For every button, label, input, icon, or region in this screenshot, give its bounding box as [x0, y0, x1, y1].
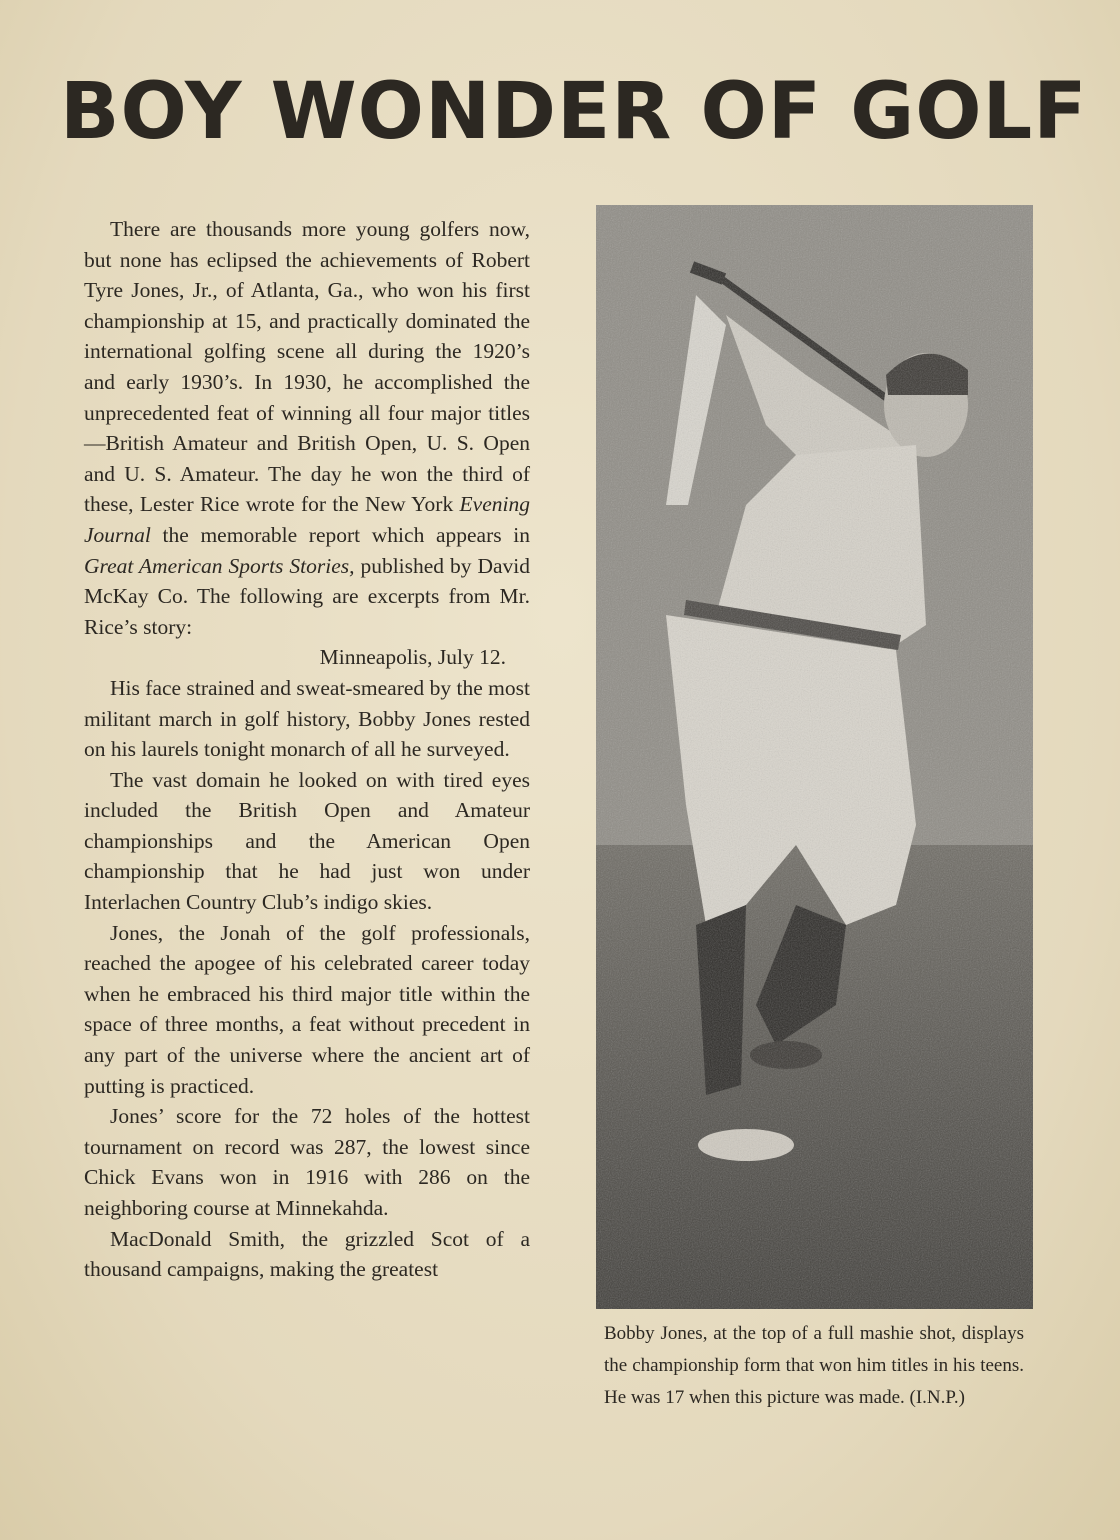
article-paragraph: MacDonald Smith, the grizzled Scot of a thousand campaigns, making the greatest [84, 1226, 530, 1282]
intro-text: There are thousands more young golfers now, but none has eclipsed the achievements of Robert Tyre Jones, Jr., of Atlanta, Ga., who won his first championship at 15, and practically dominated the international golfing scene all during the 1920’s and early 1930’s. In 1930, he accomplished the unprecedented feat of winning all four major titles—British Amateur and British Open, U. S. Open and U. S. Amateur. The day he won the third of these, Lester Rice wrote for the New York [84, 217, 530, 517]
golfer-silhouette [596, 205, 1033, 1309]
intro-text-cont: the memorable report which appears in [150, 522, 530, 547]
article-paragraph: His face strained and sweat-smeared by the most militant march in golf history, Bobby Jones rested on his laurels tonight monarch of all he surveyed. [84, 675, 530, 762]
article-paragraph: The vast domain he looked on with tired eyes included the British Open and Amateur championships and the American Open championship that he had just won under Interlachen Country Club’s indigo skies. [84, 767, 530, 915]
photo-caption: Bobby Jones, at the top of a full mashie shot, displays the championship form that won him titles in his teens. He was 17 when this picture was made. (I.N.P.) [604, 1323, 1024, 1408]
article-body [84, 214, 530, 1285]
book-title: Great American Sports Stories, [84, 553, 355, 578]
golfer-photo [596, 205, 1033, 1309]
dateline: Minneapolis, July 12. [319, 645, 506, 670]
article-paragraph: Jones, the Jonah of the golf professionals, reached the apogee of his celebrated career today when he embraced his third major title within the space of three months, a feat without precedent in any part of the universe where the ancient art of putting is practiced. [84, 920, 530, 1098]
intro-text-end: published by David McKay Co. The following are excerpts from Mr. Rice’s story: [84, 553, 530, 639]
journal-name: Evening Journal [84, 492, 530, 547]
page-title: BOY WONDER OF GOLF [60, 67, 1088, 157]
intro-paragraph [84, 214, 530, 642]
article-paragraph: Jones’ score for the 72 holes of the hottest tournament on record was 287, the lowest since Chick Evans won in 1916 with 286 on the neighboring course at Minnekahda. [84, 1104, 530, 1220]
